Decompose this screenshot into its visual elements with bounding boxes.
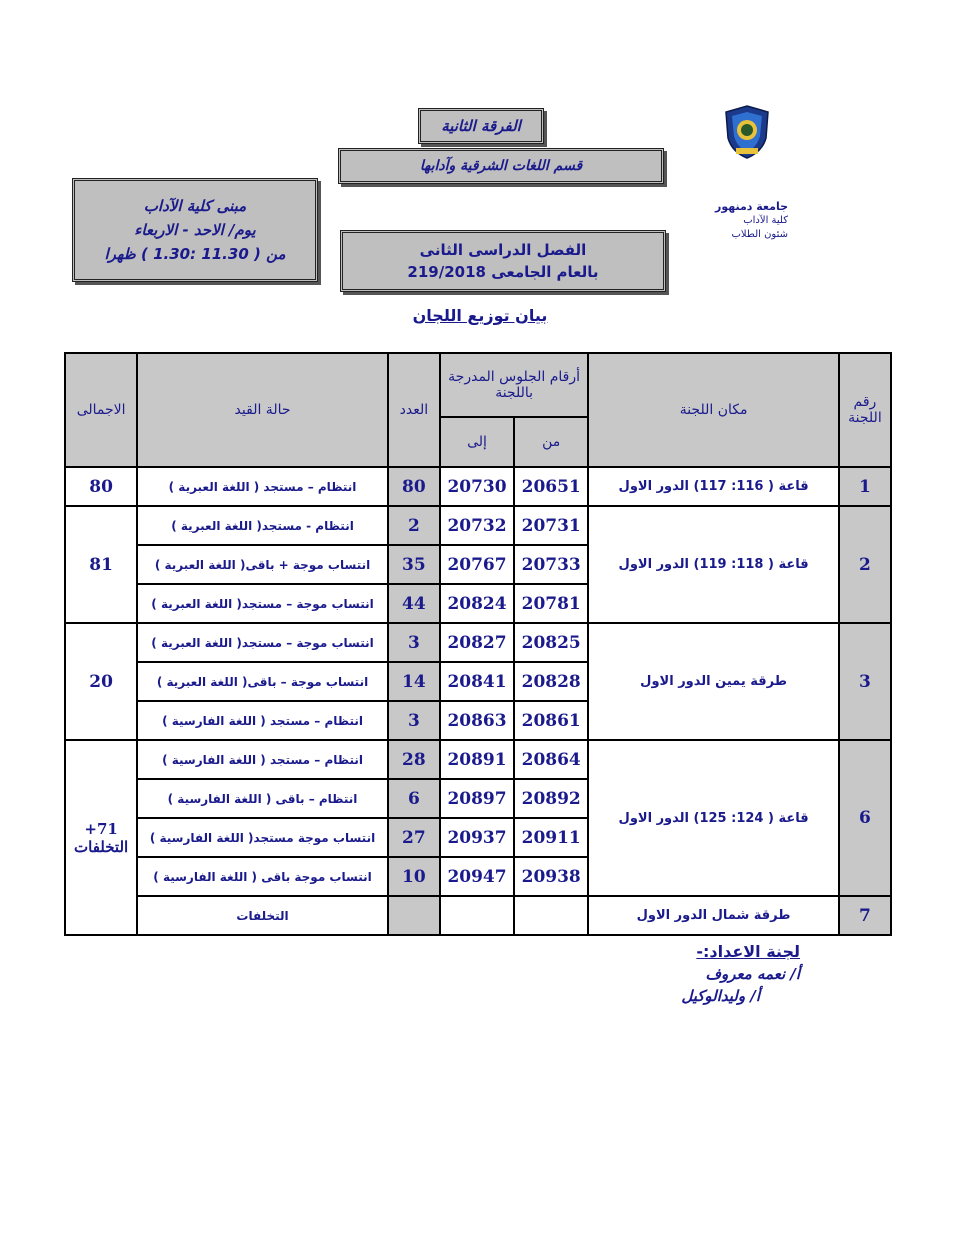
header-committee-no: رقم اللجنة bbox=[840, 354, 890, 466]
enrollment-status: انتساب موجة – مستجد( اللغة العبرية ) bbox=[138, 624, 387, 661]
header-status: حالة القيد bbox=[138, 354, 387, 466]
table-row bbox=[66, 507, 890, 544]
seat-from: 20828 bbox=[515, 663, 587, 700]
seat-to bbox=[441, 897, 513, 934]
enrollment-status: انتساب موجة – باقى( اللغة العبرية ) bbox=[138, 663, 387, 700]
seat-from: 20731 bbox=[515, 507, 587, 544]
committee-total: 71+ التخلفات bbox=[66, 741, 136, 934]
time-line: من ( 11.30 :1.30 ) ظهرا bbox=[104, 245, 286, 263]
student-count: 80 bbox=[389, 468, 439, 505]
department-label: قسم اللغات الشرقية وآدابها bbox=[338, 148, 664, 184]
seat-from: 20892 bbox=[515, 780, 587, 817]
university-info bbox=[700, 200, 788, 242]
student-count: 10 bbox=[389, 858, 439, 895]
committee-no: 3 bbox=[840, 624, 890, 739]
committee-total: 81 bbox=[66, 507, 136, 622]
committee-place: قاعة ( 124: 125) الدور الاول bbox=[589, 741, 838, 895]
committee-no: 1 bbox=[840, 468, 890, 505]
seat-to: 20824 bbox=[441, 585, 513, 622]
committee-place: طرقة يمين الدور الاول bbox=[589, 624, 838, 739]
student-count: 6 bbox=[389, 780, 439, 817]
header-count: العدد bbox=[389, 354, 439, 466]
table-row bbox=[66, 468, 890, 505]
table-header-row bbox=[66, 354, 890, 416]
prep-committee-title: لجنة الاعداد:- bbox=[696, 942, 800, 961]
seat-from: 20938 bbox=[515, 858, 587, 895]
seat-from: 20781 bbox=[515, 585, 587, 622]
academic-year-line: بالعام الجامعى 219/2018 bbox=[407, 263, 599, 281]
seat-to: 20947 bbox=[441, 858, 513, 895]
committee-place: قاعة ( 118: 119) الدور الاول bbox=[589, 507, 838, 622]
committee-total: 80 bbox=[66, 468, 136, 505]
committee-no: 6 bbox=[840, 741, 890, 895]
seat-to: 20730 bbox=[441, 468, 513, 505]
student-count: 3 bbox=[389, 624, 439, 661]
seat-from: 20733 bbox=[515, 546, 587, 583]
enrollment-status: انتظام – باقى ( اللغة الفارسية ) bbox=[138, 780, 387, 817]
seat-from: 20825 bbox=[515, 624, 587, 661]
committee-no: 7 bbox=[840, 897, 890, 934]
seat-from: 20651 bbox=[515, 468, 587, 505]
table-row bbox=[66, 897, 890, 934]
enrollment-status: انتظام – مستجد ( اللغة الفارسية ) bbox=[138, 702, 387, 739]
enrollment-status: التخلفات bbox=[138, 897, 387, 934]
university-shield-logo bbox=[722, 104, 772, 160]
committee-place: قاعة ( 116: 117) الدور الاول bbox=[589, 468, 838, 505]
faculty-name: كلية الآداب bbox=[743, 215, 788, 226]
student-count: 2 bbox=[389, 507, 439, 544]
semester-box bbox=[340, 230, 666, 292]
student-count: 28 bbox=[389, 741, 439, 778]
seat-from: 20911 bbox=[515, 819, 587, 856]
seat-to: 20732 bbox=[441, 507, 513, 544]
prep-member-name: أ/ وليدالوكيل bbox=[681, 987, 760, 1005]
committee-distribution-table bbox=[64, 352, 892, 936]
table-row bbox=[66, 624, 890, 661]
seat-to: 20863 bbox=[441, 702, 513, 739]
seat-to: 20767 bbox=[441, 546, 513, 583]
office-name: شئون الطلاب bbox=[731, 229, 788, 240]
enrollment-status: انتظام – مستجد ( اللغة العبرية ) bbox=[138, 468, 387, 505]
group-label: الفرقة الثانية bbox=[418, 108, 544, 144]
student-count: 27 bbox=[389, 819, 439, 856]
seat-to: 20827 bbox=[441, 624, 513, 661]
committee-place: طرقة شمال الدور الاول bbox=[589, 897, 838, 934]
header-seat-numbers: أرقام الجلوس المدرجة باللجنة bbox=[441, 354, 587, 416]
preparation-committee bbox=[620, 942, 800, 1005]
document-title: بيان توزيع اللجان bbox=[412, 306, 548, 325]
enrollment-status: انتساب موجة باقى ( اللغة الفارسية ) bbox=[138, 858, 387, 895]
committee-total: 20 bbox=[66, 624, 136, 739]
seat-from: 20861 bbox=[515, 702, 587, 739]
header-place: مكان اللجنة bbox=[589, 354, 838, 466]
header-to: إلى bbox=[441, 418, 513, 466]
seat-from: 20864 bbox=[515, 741, 587, 778]
enrollment-status: انتساب موجة + باقى( اللغة العبرية ) bbox=[138, 546, 387, 583]
building-schedule-box bbox=[72, 178, 318, 282]
header-from: من bbox=[515, 418, 587, 466]
student-count: 14 bbox=[389, 663, 439, 700]
enrollment-status: انتساب موجة – مستجد( اللغة العبرية ) bbox=[138, 585, 387, 622]
student-count bbox=[389, 897, 439, 934]
enrollment-status: انتظام – مستجد ( اللغة الفارسية ) bbox=[138, 741, 387, 778]
semester-line: الفصل الدراسى الثانى bbox=[419, 241, 587, 259]
header-total: الاجمالى bbox=[66, 354, 136, 466]
enrollment-status: انتساب موجة مستجد( اللغة الفارسية ) bbox=[138, 819, 387, 856]
committee-no: 2 bbox=[840, 507, 890, 622]
seat-to: 20891 bbox=[441, 741, 513, 778]
student-count: 3 bbox=[389, 702, 439, 739]
seat-to: 20841 bbox=[441, 663, 513, 700]
table-row bbox=[66, 741, 890, 778]
student-count: 35 bbox=[389, 546, 439, 583]
building-line: مبنى كلية الآداب bbox=[143, 197, 247, 215]
prep-member-name: أ/ نعمه معروف bbox=[705, 965, 800, 983]
days-line: يوم/ الاحد - الاربعاء bbox=[134, 221, 256, 239]
university-name: جامعة دمنهور bbox=[714, 200, 788, 213]
student-count: 44 bbox=[389, 585, 439, 622]
seat-to: 20897 bbox=[441, 780, 513, 817]
enrollment-status: انتظام - مستجد( اللغة العبرية ) bbox=[138, 507, 387, 544]
seat-from bbox=[515, 897, 587, 934]
seat-to: 20937 bbox=[441, 819, 513, 856]
